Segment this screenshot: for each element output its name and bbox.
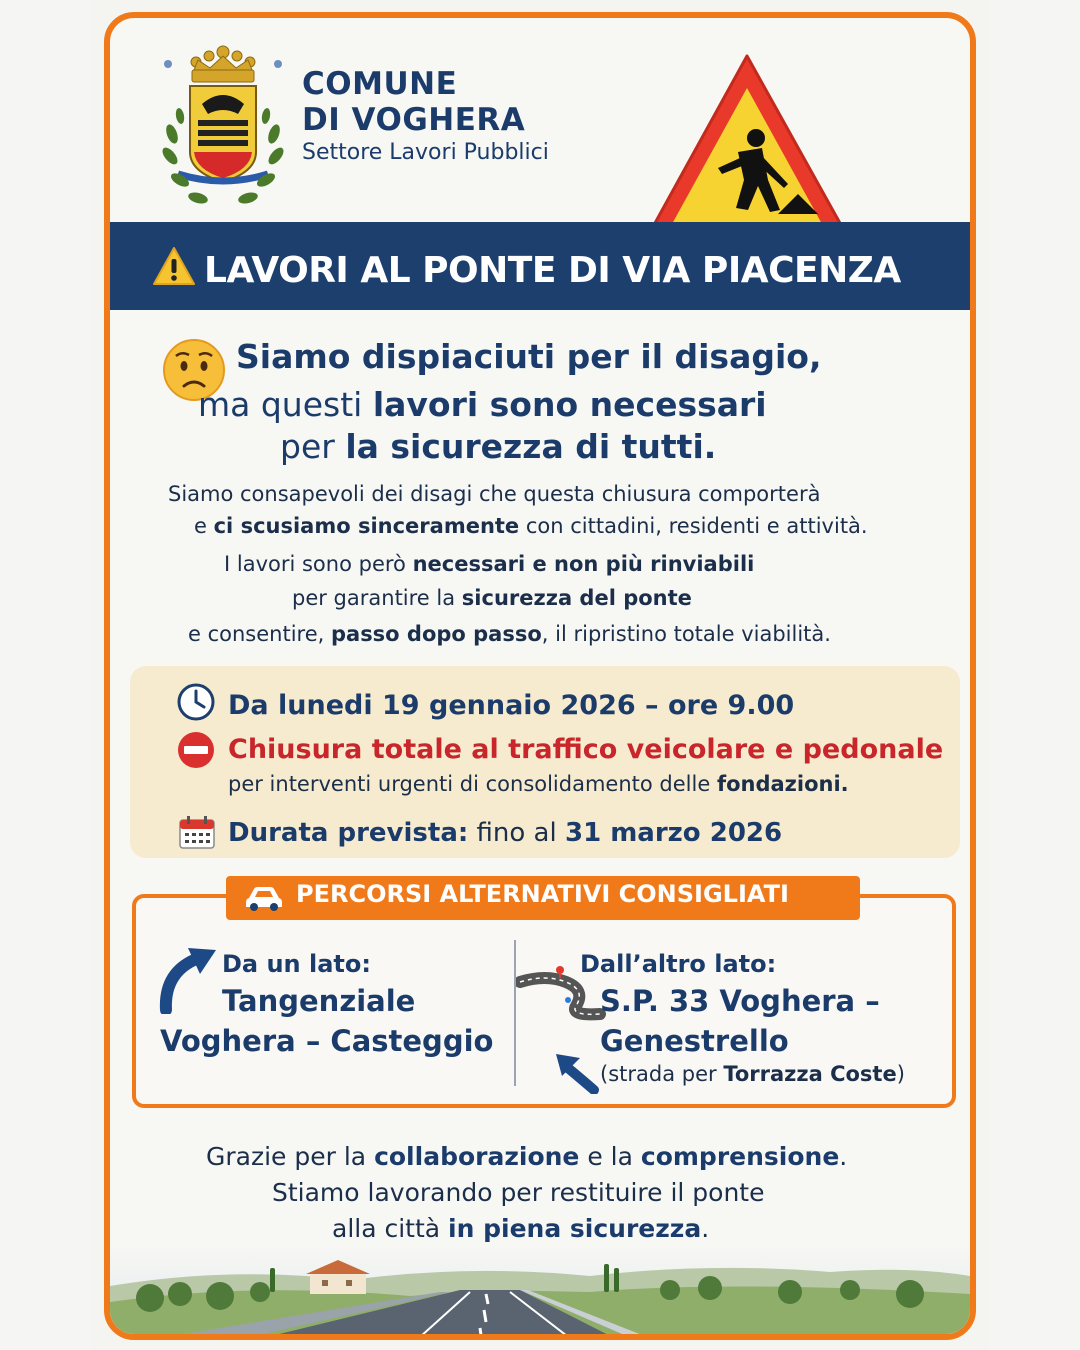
closure-reason: per interventi urgenti di consolidamento delle fondazioni. bbox=[228, 772, 849, 796]
apology-line3: per la sicurezza di tutti. bbox=[280, 427, 717, 466]
org-name bbox=[302, 66, 525, 138]
no-entry-icon bbox=[176, 730, 216, 770]
landscape-illustration bbox=[110, 1246, 970, 1340]
apology-line2: ma questi lavori sono necessari bbox=[198, 385, 767, 424]
route-map-icon bbox=[516, 962, 606, 1022]
body-line3: I lavori sono però necessari e non più rinviabili bbox=[224, 552, 755, 576]
thanks-line3: alla città in piena sicurezza. bbox=[332, 1214, 710, 1243]
body-line4: per garantire la sicurezza del ponte bbox=[292, 586, 692, 610]
car-icon bbox=[244, 884, 284, 912]
banner-title bbox=[152, 246, 901, 291]
warning-icon bbox=[152, 246, 196, 286]
curved-arrow-icon bbox=[158, 944, 218, 1014]
body-line5: e consentire, passo dopo passo, il ripristino totale viabilità. bbox=[188, 622, 831, 646]
closure-notice: Chiusura totale al traffico veicolare e pedonale bbox=[228, 734, 944, 765]
up-left-arrow-icon bbox=[550, 1048, 600, 1094]
crest-emblem bbox=[158, 34, 286, 214]
right-route-line1: S.P. 33 Voghera – bbox=[600, 984, 880, 1018]
body-line2: e ci scusiamo sinceramente con cittadini, residenti e attività. bbox=[194, 514, 868, 538]
start-date: Da lunedi 19 gennaio 2026 – ore 9.00 bbox=[228, 690, 795, 721]
org-name-line1: COMUNE bbox=[302, 66, 458, 102]
apology-line1: Siamo dispiaciuti per il disagio, bbox=[236, 337, 822, 376]
thanks-line1: Grazie per la collaborazione e la comprensione. bbox=[206, 1142, 848, 1171]
calendar-icon bbox=[178, 814, 216, 850]
department-name: Settore Lavori Pubblici bbox=[302, 140, 549, 165]
org-name-line2: DI VOGHERA bbox=[302, 102, 526, 138]
right-route-label: Dall’altro lato: bbox=[580, 950, 777, 978]
routes-title: PERCORSI ALTERNATIVI CONSIGLIATI bbox=[296, 880, 789, 908]
duration: Durata prevista: fino al 31 marzo 2026 bbox=[228, 818, 783, 848]
left-route-line2: Voghera – Casteggio bbox=[160, 1024, 494, 1058]
clock-icon bbox=[176, 682, 216, 722]
poster-frame bbox=[104, 12, 976, 1340]
left-route-label: Da un lato: bbox=[222, 950, 371, 978]
thanks-line2: Stiamo lavorando per restituire il ponte bbox=[272, 1178, 765, 1207]
roadwork-sign-icon bbox=[640, 48, 855, 248]
body-line1: Siamo consapevoli dei disagi che questa chiusura comporterà bbox=[168, 482, 821, 506]
left-route-line1: Tangenziale bbox=[222, 984, 416, 1018]
right-route-note: (strada per Torrazza Coste) bbox=[600, 1062, 905, 1086]
banner-title-text: LAVORI AL PONTE DI VIA PIACENZA bbox=[204, 250, 901, 291]
right-route-line2: Genestrello bbox=[600, 1024, 789, 1058]
